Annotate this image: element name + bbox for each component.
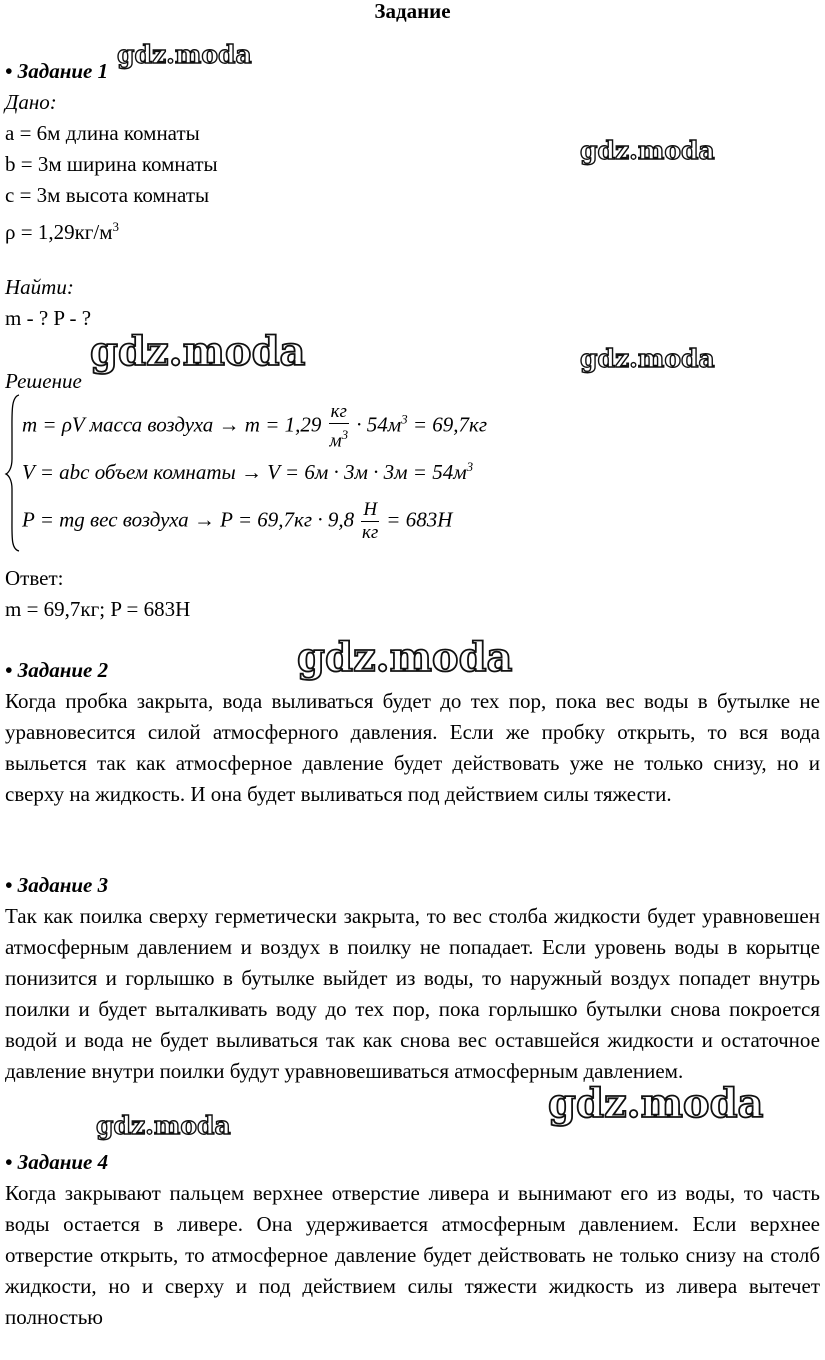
answer-label: Ответ: (5, 566, 64, 590)
task2-text: Когда пробка закрыта, вода выливаться будет до тех пор, пока вес воды в бутылке не уравновесится силой атмосферного давления. Если же пробку открыть, то вся вода выльется так как атмосферное давление будет действовать уже не только снизу, но и сверху на жидкость. И она будет выливаться под действием силы тяжести. (5, 689, 820, 806)
equation-weight: P = mg вес воздуха → P = 69,7кг · 9,8 $\frac{Н}{кг}$ = 683Н (22, 499, 453, 543)
watermark: gdz.moda (117, 40, 252, 69)
task3-header: • Задание 3 (5, 873, 109, 897)
find-text: m - ? P - ? (5, 306, 92, 330)
watermark: gdz.moda (580, 344, 715, 373)
watermark: gdz.moda (580, 136, 715, 165)
given-label: Дано: (5, 90, 57, 114)
solution-label: Решение (5, 369, 82, 393)
page-title: Задание (374, 0, 451, 23)
given-rho: $\rho = 1,29кг/м^3$ (5, 219, 120, 244)
task1-header: • Задание 1 (5, 59, 109, 83)
given-a: a = 6м длина комнаты (5, 121, 200, 145)
watermark: gdz.moda (96, 1111, 231, 1140)
given-b: b = 3м ширина комнаты (5, 152, 218, 176)
watermark: gdz.moda (297, 634, 513, 681)
equation-system (4, 393, 604, 553)
watermark: gdz.moda (548, 1080, 764, 1127)
task3-text: Так как поилка сверху герметически закрыта, то вес столба жидкости будет уравновешен атмосферным давлением и воздух в поилку не попадает. Если уровень воды в корытце понизится и горлышко в бутылке выйдет из воды, то наружный воздух попадет внутрь поилки и будет выталкивать воду до тех пор, пока горлышко бутылки снова покроется водой и вода не будет выливаться так как снова вес оставшейся жидкости и остаточное давление внутри поилки будут уравновешиваться атмосферным давлением. (5, 904, 820, 1083)
watermark: gdz.moda (90, 328, 306, 375)
answer-text: m = 69,7кг; P = 683Н (5, 597, 191, 621)
task4-header: • Задание 4 (5, 1150, 109, 1174)
task2-header: • Задание 2 (5, 658, 109, 682)
given-c: c = 3м высота комнаты (5, 183, 210, 207)
task4-text: Когда закрывают пальцем верхнее отверстие ливера и вынимают его из воды, то часть воды остается в ливере. Она удерживается атмосферным давлением. Если верхнее отверстие открыть, то атмосферное давление будет действовать не только снизу на столб жидкости, но и сверху и под действием силы тяжести жидкость из ливера вытечет полностью (5, 1181, 820, 1329)
find-label: Найти: (5, 275, 74, 299)
equation-volume: V = abc объем комнаты → $V = 6м \cdot 3м \cdot 3м = 54м^3$ (22, 459, 474, 484)
system-brace (4, 393, 24, 553)
equation-mass: m = ρV масса воздуха → m = 1,29 $\frac{кг}{м^3}$ · $54м^3 = 69,7кг$ (22, 401, 488, 452)
